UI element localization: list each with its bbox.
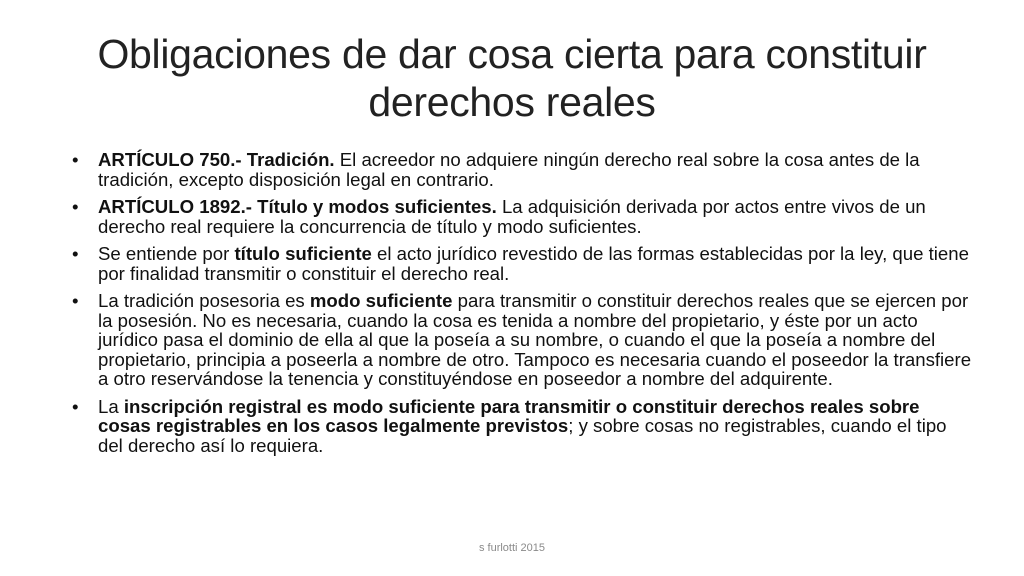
bullet-text: ; y sobre cosas no registrables, cuando el tipo del derecho así lo requiera.	[98, 415, 947, 456]
bullet-item	[72, 397, 972, 456]
bullet-bold-text: ARTÍCULO 1892.- Título y modos suficientes.	[98, 196, 497, 217]
bullet-list	[72, 150, 972, 463]
bullet-text: La tradición posesoria es	[98, 290, 310, 311]
bullet-bold-text: inscripción registral es modo suficiente para transmitir o constituir derechos reales sobre cosas registrables en los casos legalmente previstos	[98, 395, 920, 436]
bullet-item	[72, 150, 972, 189]
bullet-item	[72, 197, 972, 236]
bullet-text: para transmitir o constituir derechos reales que se ejercen por la posesión. No es necesaria, cuando la cosa es tenida a nombre del propietario, y éste por un acto jurídico pasa el dominio de ella al que la poseía a su nombre, o cuando el que la poseía a nombre del propietario, principia a poseerla a nombre de otro. Tampoco es necesaria cuando el poseedor la transfiere a otro reservándose la tenencia y constituyéndose en poseedor a nombre del adquirente.	[98, 290, 972, 389]
bullet-bold-text: título suficiente	[234, 243, 372, 264]
slide-title: Obligaciones de dar cosa cierta para constituir derechos reales	[97, 31, 927, 125]
bullet-text: El acreedor no adquiere ningún derecho real sobre la cosa antes de la tradición, excepto disposición legal en contrario.	[98, 149, 920, 190]
bullet-text: La	[98, 395, 124, 417]
bullet-text: La adquisición derivada por actos entre vivos de un derecho real requiere la concurrencia de título y modo suficientes.	[98, 196, 926, 237]
slide-footer: s furlotti 2015	[478, 542, 546, 554]
bullet-text: Se entiende por	[98, 243, 235, 264]
bullet-text: el acto jurídico revestido de las formas establecidas por la ley, que tiene por finalidad transmitir o constituir el derecho real.	[98, 243, 969, 284]
bullet-dot-icon: •	[72, 243, 79, 264]
bullet-dot-icon: •	[72, 395, 79, 417]
bullet-item	[72, 244, 972, 283]
bullet-dot-icon: •	[72, 149, 79, 170]
bullet-dot-icon: •	[72, 290, 79, 311]
bullet-dot-icon: •	[72, 196, 79, 217]
bullet-item	[72, 291, 972, 389]
bullet-bold-text: ARTÍCULO 750.- Tradición.	[98, 149, 335, 170]
bullet-bold-text: modo suficiente	[309, 290, 453, 311]
